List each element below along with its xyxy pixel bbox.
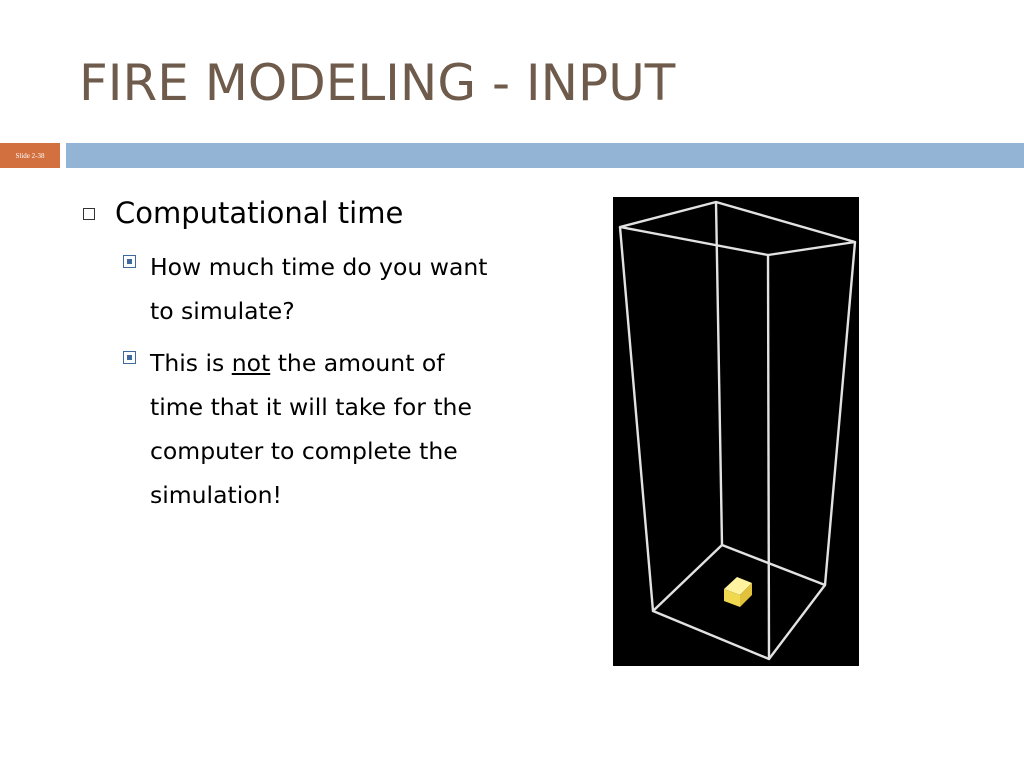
bullet-text: Computational time [115,196,404,230]
sub-bullet-not-compute-time [123,341,490,517]
hollow-square-bullet-icon [83,208,95,220]
title-divider-bar [66,143,1024,168]
emphasis-not: not [231,349,271,377]
sub-bullet-text: This is not the amount of time that it will take for the computer to complete the simulation! [150,349,472,509]
wireframe-domain-with-fire-source [613,197,859,666]
fire-model-domain-image [613,197,859,666]
sub-bullet-text: How much time do you want to simulate? [150,253,488,325]
sub-bullet-simulate-time [123,245,490,333]
fire-source-block-icon [724,577,752,607]
slide-number-tag: Slide 2-38 [0,143,60,168]
slide-title: FIRE MODELING - INPUT [79,54,676,112]
filled-square-bullet-icon [123,351,136,364]
filled-square-bullet-icon [123,255,136,268]
bullet-computational-time [83,196,403,230]
